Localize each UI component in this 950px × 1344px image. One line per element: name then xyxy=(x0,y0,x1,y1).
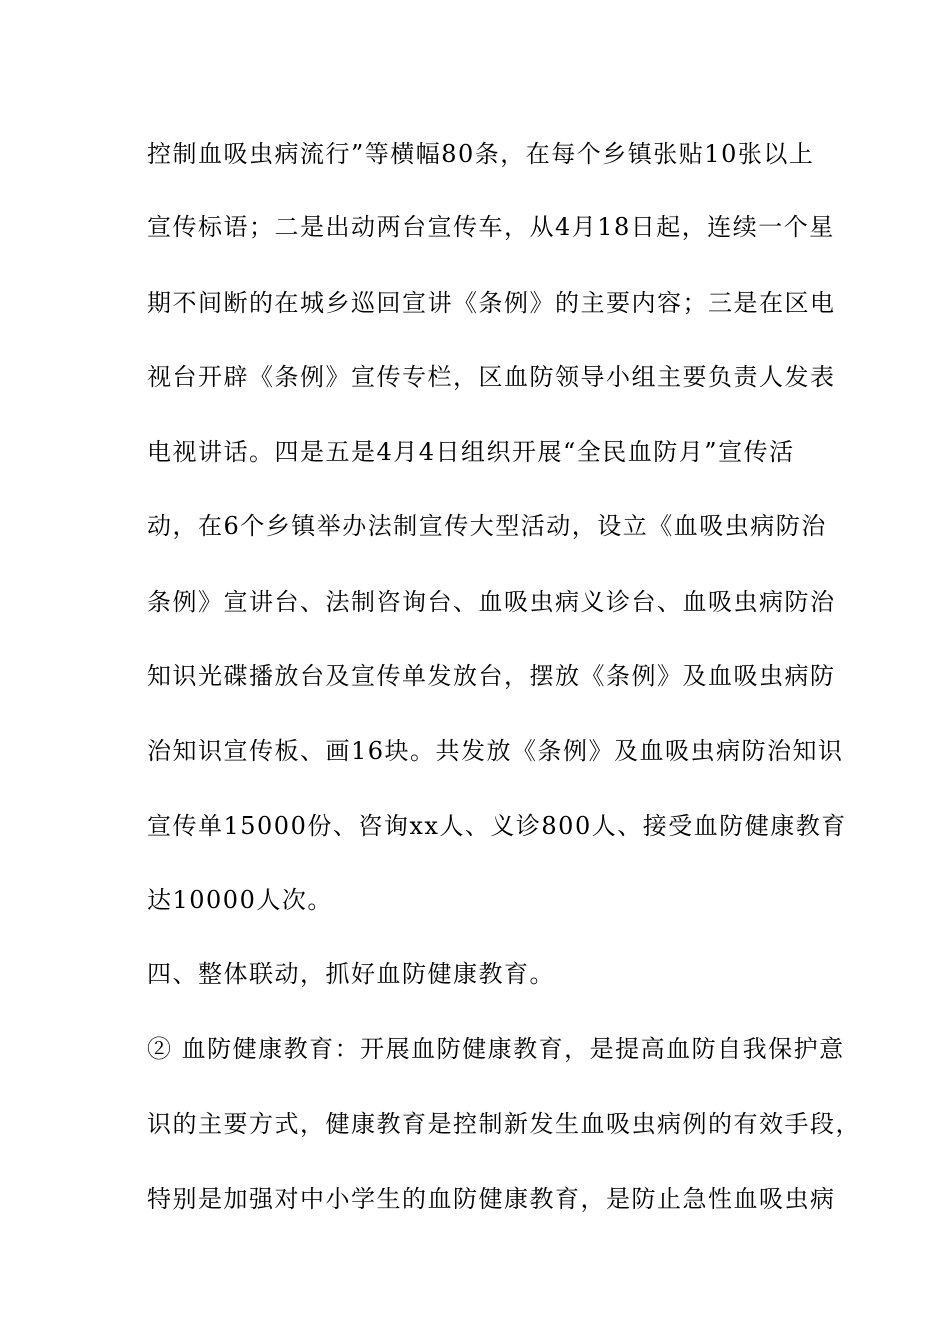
paragraph-line: 治知识宣传板、画16块。共发放《条例》及血吸虫病防治知识 xyxy=(147,737,844,765)
paragraph-line: 视台开辟《条例》宣传专栏，区血防领导小组主要负责人发表 xyxy=(147,363,836,391)
paragraph-line: 电视讲话。四是五是4月4日组织开展“全民血防月”宣传活 xyxy=(147,438,795,466)
paragraph-line: 特别是加强对中小学生的血防健康教育，是防止急性血吸虫病 xyxy=(147,1185,836,1213)
paragraph-line: 识的主要方式，健康教育是控制新发生血吸虫病例的有效手段， xyxy=(147,1110,861,1138)
paragraph-line: 知识光碟播放台及宣传单发放台，摆放《条例》及血吸虫病防 xyxy=(147,662,836,690)
paragraph-line: ② 血防健康教育：开展血防健康教育，是提高血防自我保护意 xyxy=(147,1035,845,1063)
paragraph-line: 宣传单15000份、咨询xx人、义诊800人、接受血防健康教育 xyxy=(147,812,847,840)
paragraph-line: 条例》宣讲台、法制咨询台、血吸虫病义诊台、血吸虫病防治 xyxy=(147,588,836,616)
paragraph-line: 动，在6个乡镇举办法制宣传大型活动，设立《血吸虫病防治 xyxy=(147,512,827,540)
paragraph-line: 达10000人次。 xyxy=(147,886,333,914)
section-heading: 四、整体联动，抓好血防健康教育。 xyxy=(147,960,555,988)
paragraph-line: 期不间断的在城乡巡回宣讲《条例》的主要内容；三是在区电 xyxy=(147,289,836,317)
paragraph-line: 宣传标语；二是出动两台宣传车，从4月18日起，连续一个星 xyxy=(147,213,835,241)
paragraph-line: 控制血吸虫病流行”等横幅80条，在每个乡镇张贴10张以上 xyxy=(147,140,815,168)
